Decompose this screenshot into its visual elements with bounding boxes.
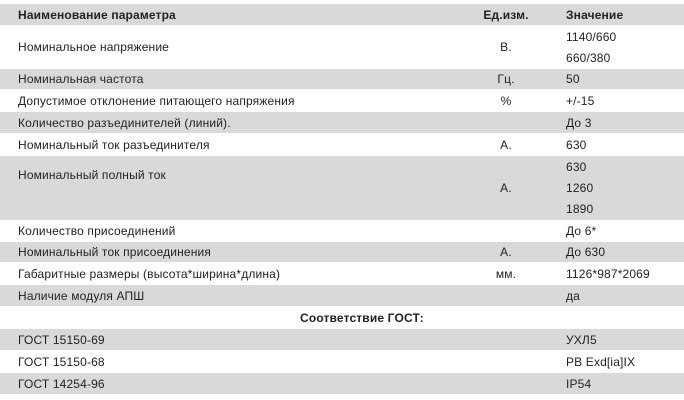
table-row	[0, 285, 684, 307]
row-unit: мм.	[495, 266, 517, 281]
gost-name: ГОСТ 14254-96	[18, 376, 105, 391]
row-name: Количество присоединений	[18, 224, 176, 238]
table-row	[0, 351, 684, 373]
parameters-table	[0, 4, 684, 395]
row-unit: %	[500, 93, 512, 108]
row-name: Наличие модуля АПШ	[18, 288, 145, 303]
header-value: Значение	[566, 7, 624, 22]
table-row	[0, 90, 684, 112]
row-unit: В.	[500, 40, 512, 54]
table-row	[0, 263, 684, 285]
row-unit: А.	[500, 181, 512, 195]
row-value: До 630	[566, 245, 606, 259]
row-value: +/-15	[566, 93, 595, 108]
row-name: Номинальный ток присоединения	[18, 245, 212, 259]
row-value: 1260	[566, 180, 594, 195]
row-value: 50	[566, 72, 580, 86]
gost-value: УХЛ5	[566, 332, 597, 347]
row-name: Количество разъединителей (линий).	[18, 115, 231, 130]
row-value: 660/380	[566, 50, 611, 65]
gost-name: ГОСТ 15150-69	[18, 332, 105, 347]
table-header	[0, 4, 684, 26]
gost-value: PB Exd[ia]IX	[566, 354, 636, 369]
table-row	[0, 221, 684, 242]
row-value: 630	[566, 159, 587, 174]
table-row	[0, 373, 684, 395]
row-name: Габаритные размеры (высота*ширина*длина)	[18, 266, 281, 281]
table-row	[0, 69, 684, 90]
row-values	[566, 26, 676, 68]
row-value: 630	[566, 137, 587, 152]
table-row	[0, 112, 684, 134]
row-unit: Гц.	[497, 72, 515, 86]
table-row	[0, 242, 684, 263]
table-row	[0, 26, 684, 69]
table-row	[0, 134, 684, 156]
gost-value: IP54	[566, 376, 592, 391]
row-value: да	[566, 288, 580, 303]
row-unit: А.	[500, 245, 512, 259]
row-name: Номинальная частота	[18, 72, 144, 86]
header-unit: Ед.изм.	[483, 7, 529, 22]
row-value: 1126*987*2069	[566, 266, 650, 281]
header-name: Наименование параметра	[18, 7, 176, 22]
row-name: Номинальное напряжение	[18, 40, 169, 54]
row-value: 1890	[566, 202, 594, 217]
row-value: 1140/660	[566, 29, 617, 44]
row-unit: А.	[500, 137, 512, 152]
row-value: До 3	[566, 115, 592, 130]
row-name: Допустимое отклонение питающего напряжения	[18, 93, 295, 108]
row-value: До 6*	[566, 224, 597, 238]
gost-section-title-row	[0, 307, 684, 329]
row-values	[566, 156, 676, 220]
table-row	[0, 156, 684, 221]
gost-section-title: Соответствие ГОСТ:	[300, 310, 424, 325]
gost-name: ГОСТ 15150-68	[18, 354, 105, 369]
table-row	[0, 329, 684, 351]
row-name: Номинальный полный ток	[18, 168, 166, 182]
row-name: Номинальный ток разъединителя	[18, 137, 210, 152]
